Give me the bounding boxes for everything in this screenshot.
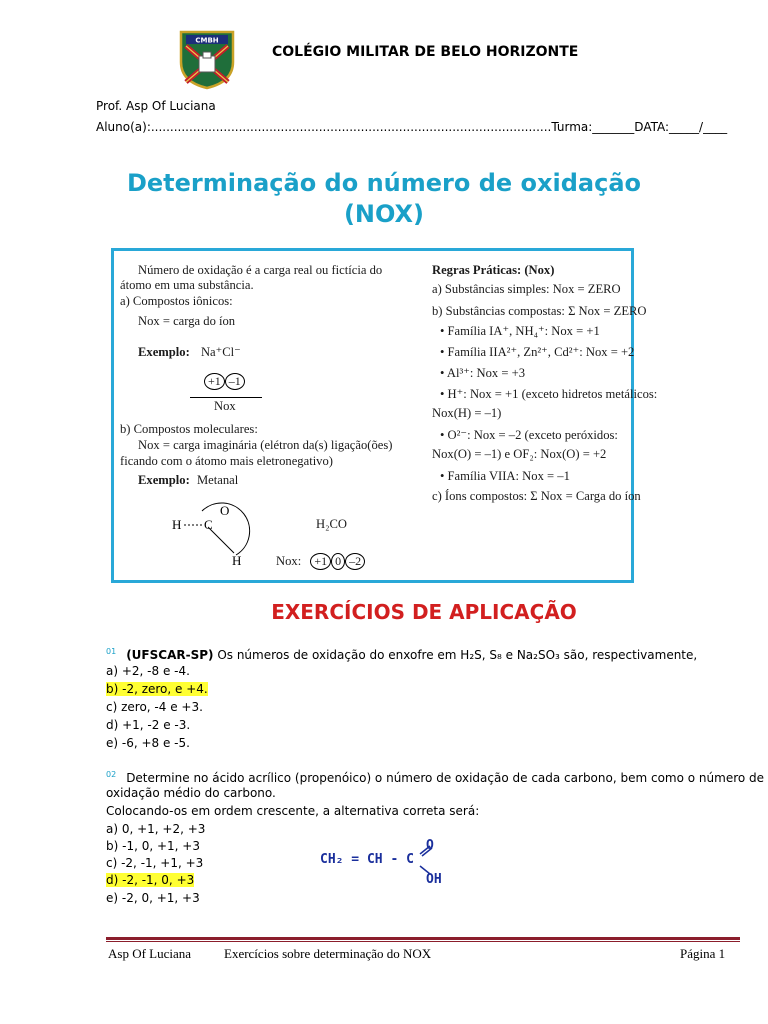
question-1-text: Os números de oxidação do enxofre em H₂S, S₈ e Na₂SO₃ são, respectivamente, <box>213 648 698 662</box>
molecular-definition-1: Nox = carga imaginária (elétron da(s) ligação(ões) <box>138 438 393 452</box>
nox-label: Nox: <box>276 554 302 568</box>
molecule-hydroxyl: OH <box>426 872 442 887</box>
ionic-definition: Nox = carga do íon <box>138 314 236 328</box>
methanal-nox <box>276 553 365 570</box>
q2-option-c: c) -2, -1, +1, +3 <box>106 856 204 870</box>
footer-page-number: Página 1 <box>680 946 726 961</box>
q1-option-d: d) +1, -2 e -3. <box>106 718 191 732</box>
q1-option-b <box>106 680 208 698</box>
q2-option-d <box>106 871 194 889</box>
rule-b-4: • H⁺: Nox = +1 (exceto hidretos metálicos: <box>440 387 658 401</box>
footer-subject: Exercícios sobre determinação do NOX <box>224 946 432 961</box>
q2-option-b: b) -1, 0, +1, +3 <box>106 839 200 853</box>
molecular-label: b) Compostos moleculares: <box>120 422 258 436</box>
question-1 <box>106 643 697 664</box>
nox-o-circle: –2 <box>345 553 365 570</box>
exercises-heading: EXERCÍCIOS DE APLICAÇÃO <box>271 600 577 624</box>
nox-rules-box <box>111 248 658 583</box>
ionic-nox-values <box>204 373 245 390</box>
svg-text:C: C <box>204 517 213 532</box>
school-crest-logo <box>178 28 236 90</box>
example2-value: Metanal <box>196 473 239 487</box>
molecule-oxygen: O <box>426 838 434 853</box>
rule-b-5: • O²⁻: Nox = –2 (exceto peróxidos: <box>440 428 618 442</box>
molecular-definition-2: ficando com o átomo mais eletronegativo) <box>120 454 333 468</box>
school-name: COLÉGIO MILITAR DE BELO HORIZONTE <box>272 44 579 60</box>
nox-circle-negative: –1 <box>225 373 245 390</box>
svg-text:H: H <box>232 553 242 568</box>
nox-caption: Nox <box>214 399 236 413</box>
methanal-structure-diagram <box>164 501 254 571</box>
rule-b-2: • Família IIA²⁺, Zn²⁺, Cd²⁺: Nox = +2 <box>440 345 635 359</box>
rule-b-1: • Família IA⁺, NH₄⁺: Nox = +1 <box>440 324 600 338</box>
footer-rule-thick <box>106 937 740 940</box>
q1-option-c: c) zero, -4 e +3. <box>106 700 203 714</box>
example-label: Exemplo: <box>138 345 190 359</box>
rule-c: c) Íons compostos: Σ Nox = Carga do íon <box>432 489 641 503</box>
q2-option-d-highlight: d) -2, -1, 0, +3 <box>106 873 195 887</box>
ionic-label: a) Compostos iônicos: <box>120 294 233 308</box>
q1-option-e: e) -6, +8 e -5. <box>106 736 190 750</box>
question-2-text-2: oxidação médio do carbono. <box>106 786 276 800</box>
rule-b-6: • Família VIIA: Nox = –1 <box>440 469 570 483</box>
question-2-text-1: Determine no ácido acrílico (propenóico) o número de oxidação de cada carbono, bem como o número de <box>126 771 765 785</box>
rule-b-4-cont: Nox(H) = –1) <box>432 406 502 420</box>
page-title <box>0 168 768 230</box>
question-1-number: 01 <box>106 647 117 656</box>
intro-line-1: Número de oxidação é a carga real ou fictícia do <box>138 263 383 277</box>
question-1-source: (UFSCAR-SP) <box>126 648 214 662</box>
student-line: Aluno(a):.........................................................................................................Turma:_______DATA:_____/____ <box>96 120 728 134</box>
rule-b-5-cont: Nox(O) = –1) e OF₂: Nox(O) = +2 <box>432 447 607 461</box>
q2-option-a: a) 0, +1, +2, +3 <box>106 822 206 836</box>
molecule-main: CH₂ = CH - C <box>320 852 414 867</box>
rules-heading: Regras Práticas: (Nox) <box>432 263 555 277</box>
ionic-formula: Na⁺Cl⁻ <box>200 345 241 359</box>
nox-c-circle: 0 <box>331 553 345 570</box>
svg-text:O: O <box>220 503 230 518</box>
question-2-number: 02 <box>106 770 117 779</box>
example2-label: Exemplo: <box>138 473 190 487</box>
question-2-text-3: Colocando-os em ordem crescente, a alternativa correta será: <box>106 804 480 818</box>
svg-text:H: H <box>172 517 182 532</box>
q1-option-a: a) +2, -8 e -4. <box>106 664 190 678</box>
methanal-formula: H₂CO <box>316 517 347 531</box>
teacher-name: Prof. Asp Of Luciana <box>96 99 216 113</box>
q2-option-e: e) -2, 0, +1, +3 <box>106 891 200 905</box>
nox-bracket-line <box>190 397 262 398</box>
rule-a: a) Substâncias simples: Nox = ZERO <box>432 282 621 296</box>
rule-b: b) Substâncias compostas: Σ Nox = ZERO <box>432 304 647 318</box>
svg-text:CMBH: CMBH <box>195 36 219 45</box>
title-line-2: (NOX) <box>343 200 425 228</box>
molecular-example <box>138 473 238 488</box>
footer-rule-thin <box>106 941 740 942</box>
footer-author: Asp Of Luciana <box>108 946 192 961</box>
ionic-example <box>138 345 241 360</box>
q1-option-b-highlight: b) -2, zero, e +4. <box>106 682 208 696</box>
nox-h-circle: +1 <box>310 553 331 570</box>
title-line-1: Determinação do número de oxidação <box>126 169 642 197</box>
nox-circle-positive: +1 <box>204 373 225 390</box>
rule-b-3: • Al³⁺: Nox = +3 <box>440 366 526 380</box>
intro-line-2: átomo em uma substância. <box>120 278 254 292</box>
